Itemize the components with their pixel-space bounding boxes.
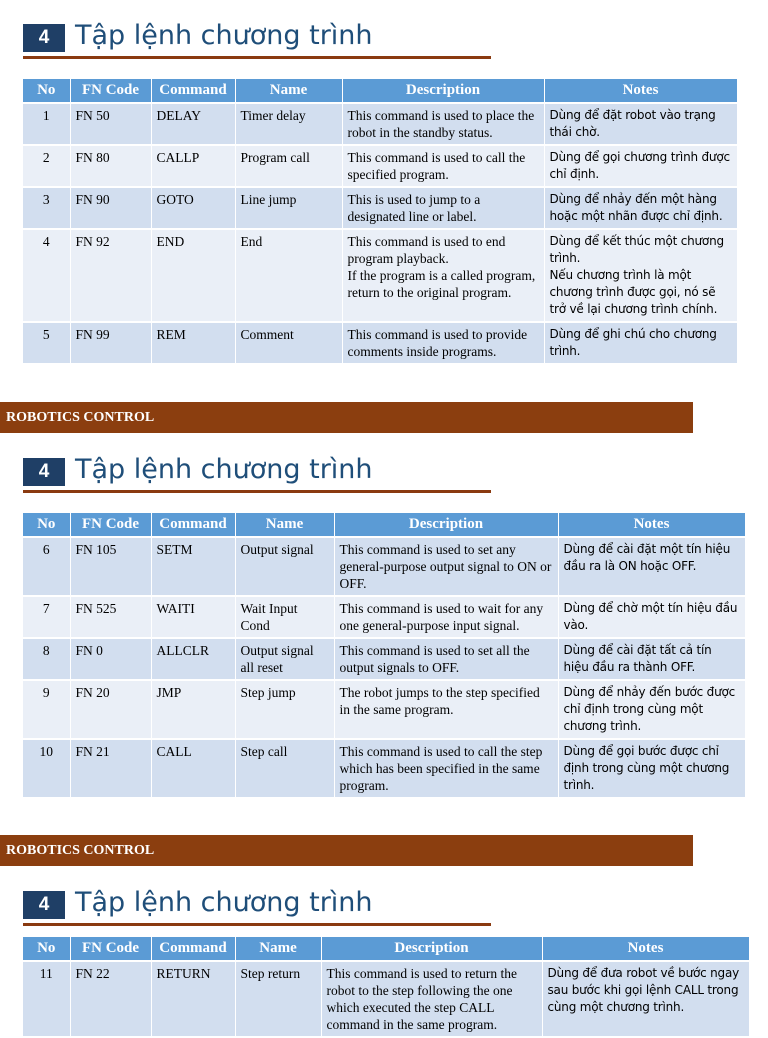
command-name-cell: Step jump — [235, 680, 334, 739]
column-header-fn-code: FN Code — [70, 513, 151, 537]
column-header-description: Description — [342, 79, 544, 103]
slide-header — [23, 16, 493, 60]
table-row — [23, 187, 737, 229]
column-header-command-code: Command — [151, 513, 235, 537]
column-header-command-name: Name — [235, 513, 334, 537]
table-row — [23, 322, 737, 364]
column-header-description: Description — [321, 937, 542, 961]
notes-cell: Dùng để chờ một tín hiệu đầu vào. — [558, 596, 745, 638]
row-number-cell: 1 — [23, 103, 70, 145]
table-row — [23, 537, 745, 596]
description-cell: This command is used to call the specified program. — [342, 145, 544, 187]
notes-cell: Dùng để ghi chú cho chương trình. — [544, 322, 737, 364]
fn-code-cell: FN 0 — [70, 638, 151, 680]
column-header-row-number: No — [23, 79, 70, 103]
command-code-cell: CALL — [151, 739, 235, 798]
command-table — [23, 513, 746, 799]
table-row — [23, 638, 745, 680]
notes-cell: Dùng để nhảy đến bước được chỉ định trong cùng một chương trình. — [558, 680, 745, 739]
description-cell: This command is used to place the robot in the standby status. — [342, 103, 544, 145]
fn-code-cell: FN 99 — [70, 322, 151, 364]
command-name-cell: Output signal — [235, 537, 334, 596]
row-number-cell: 5 — [23, 322, 70, 364]
table-header-row — [23, 937, 749, 961]
fn-code-cell: FN 105 — [70, 537, 151, 596]
command-name-cell: Timer delay — [235, 103, 342, 145]
slide-2 — [0, 434, 768, 834]
description-cell: This command is used to provide comments inside programs. — [342, 322, 544, 364]
command-code-cell: WAITI — [151, 596, 235, 638]
slide-1 — [0, 0, 768, 400]
notes-cell: Dùng để kết thúc một chương trình. Nếu chương trình là một chương trình được gọi, nó sẽ trở về lại chương trình chính. — [544, 229, 737, 322]
column-header-fn-code: FN Code — [70, 937, 151, 961]
column-header-command-name: Name — [235, 937, 321, 961]
command-name-cell: Step return — [235, 961, 321, 1037]
slide-header — [23, 883, 493, 927]
section-number-badge: 4 — [23, 458, 65, 486]
row-number-cell: 6 — [23, 537, 70, 596]
title-underline — [23, 56, 491, 59]
command-code-cell: JMP — [151, 680, 235, 739]
fn-code-cell: FN 80 — [70, 145, 151, 187]
row-number-cell: 3 — [23, 187, 70, 229]
column-header-command-code: Command — [151, 937, 235, 961]
description-cell: This command is used to end program playback. If the program is a called program, return to the original program. — [342, 229, 544, 322]
table-header-row — [23, 79, 737, 103]
column-header-row-number: No — [23, 513, 70, 537]
command-name-cell: Wait Input Cond — [235, 596, 334, 638]
command-name-cell: Line jump — [235, 187, 342, 229]
slide-header — [23, 450, 493, 494]
notes-cell: Dùng để nhảy đến một hàng hoặc một nhãn được chỉ định. — [544, 187, 737, 229]
command-code-cell: REM — [151, 322, 235, 364]
section-number-badge: 4 — [23, 891, 65, 919]
row-number-cell: 7 — [23, 596, 70, 638]
row-number-cell: 10 — [23, 739, 70, 798]
notes-cell: Dùng để đặt robot vào trạng thái chờ. — [544, 103, 737, 145]
fn-code-cell: FN 20 — [70, 680, 151, 739]
command-table — [23, 79, 738, 365]
description-cell: This command is used to wait for any one general-purpose input signal. — [334, 596, 558, 638]
footer-banner: ROBOTICS CONTROL — [0, 402, 693, 433]
command-code-cell: DELAY — [151, 103, 235, 145]
command-name-cell: End — [235, 229, 342, 322]
title-underline — [23, 923, 491, 926]
section-number-badge: 4 — [23, 24, 65, 52]
command-code-cell: CALLP — [151, 145, 235, 187]
row-number-cell: 2 — [23, 145, 70, 187]
description-cell: This command is used to set all the output signals to OFF. — [334, 638, 558, 680]
fn-code-cell: FN 22 — [70, 961, 151, 1037]
table-row — [23, 103, 737, 145]
notes-cell: Dùng để gọi bước được chỉ định trong cùng một chương trình. — [558, 739, 745, 798]
fn-code-cell: FN 92 — [70, 229, 151, 322]
fn-code-cell: FN 21 — [70, 739, 151, 798]
notes-cell: Dùng để gọi chương trình được chỉ định. — [544, 145, 737, 187]
fn-code-cell: FN 90 — [70, 187, 151, 229]
column-header-description: Description — [334, 513, 558, 537]
row-number-cell: 8 — [23, 638, 70, 680]
command-name-cell: Output signal all reset — [235, 638, 334, 680]
command-code-cell: SETM — [151, 537, 235, 596]
title-underline — [23, 490, 491, 493]
command-name-cell: Step call — [235, 739, 334, 798]
table-row — [23, 229, 737, 322]
row-number-cell: 9 — [23, 680, 70, 739]
slide-title: Tập lệnh chương trình — [75, 20, 373, 51]
description-cell: The robot jumps to the step specified in the same program. — [334, 680, 558, 739]
command-code-cell: GOTO — [151, 187, 235, 229]
footer-banner: ROBOTICS CONTROL — [0, 835, 693, 866]
command-code-cell: RETURN — [151, 961, 235, 1037]
command-name-cell: Program call — [235, 145, 342, 187]
column-header-notes: Notes — [542, 937, 749, 961]
description-cell: This command is used to set any general-purpose output signal to ON or OFF. — [334, 537, 558, 596]
column-header-notes: Notes — [558, 513, 745, 537]
row-number-cell: 11 — [23, 961, 70, 1037]
table-row — [23, 145, 737, 187]
notes-cell: Dùng để cài đặt tất cả tín hiệu đầu ra thành OFF. — [558, 638, 745, 680]
notes-cell: Dùng để đưa robot về bước ngay sau bước khi gọi lệnh CALL trong cùng một chương trình. — [542, 961, 749, 1037]
column-header-notes: Notes — [544, 79, 737, 103]
command-code-cell: END — [151, 229, 235, 322]
description-cell: This is used to jump to a designated line or label. — [342, 187, 544, 229]
column-header-command-code: Command — [151, 79, 235, 103]
slide-title: Tập lệnh chương trình — [75, 454, 373, 485]
column-header-fn-code: FN Code — [70, 79, 151, 103]
table-row — [23, 680, 745, 739]
command-code-cell: ALLCLR — [151, 638, 235, 680]
slide-title: Tập lệnh chương trình — [75, 887, 373, 918]
command-table — [23, 937, 750, 1038]
table-header-row — [23, 513, 745, 537]
slide-3 — [0, 867, 768, 1032]
table-row — [23, 961, 749, 1037]
description-cell: This command is used to return the robot to the step following the one which executed the step CALL command in the same program. — [321, 961, 542, 1037]
description-cell: This command is used to call the step which has been specified in the same program. — [334, 739, 558, 798]
fn-code-cell: FN 525 — [70, 596, 151, 638]
fn-code-cell: FN 50 — [70, 103, 151, 145]
table-row — [23, 596, 745, 638]
column-header-row-number: No — [23, 937, 70, 961]
notes-cell: Dùng để cài đặt một tín hiệu đầu ra là ON hoặc OFF. — [558, 537, 745, 596]
column-header-command-name: Name — [235, 79, 342, 103]
row-number-cell: 4 — [23, 229, 70, 322]
command-name-cell: Comment — [235, 322, 342, 364]
table-row — [23, 739, 745, 798]
